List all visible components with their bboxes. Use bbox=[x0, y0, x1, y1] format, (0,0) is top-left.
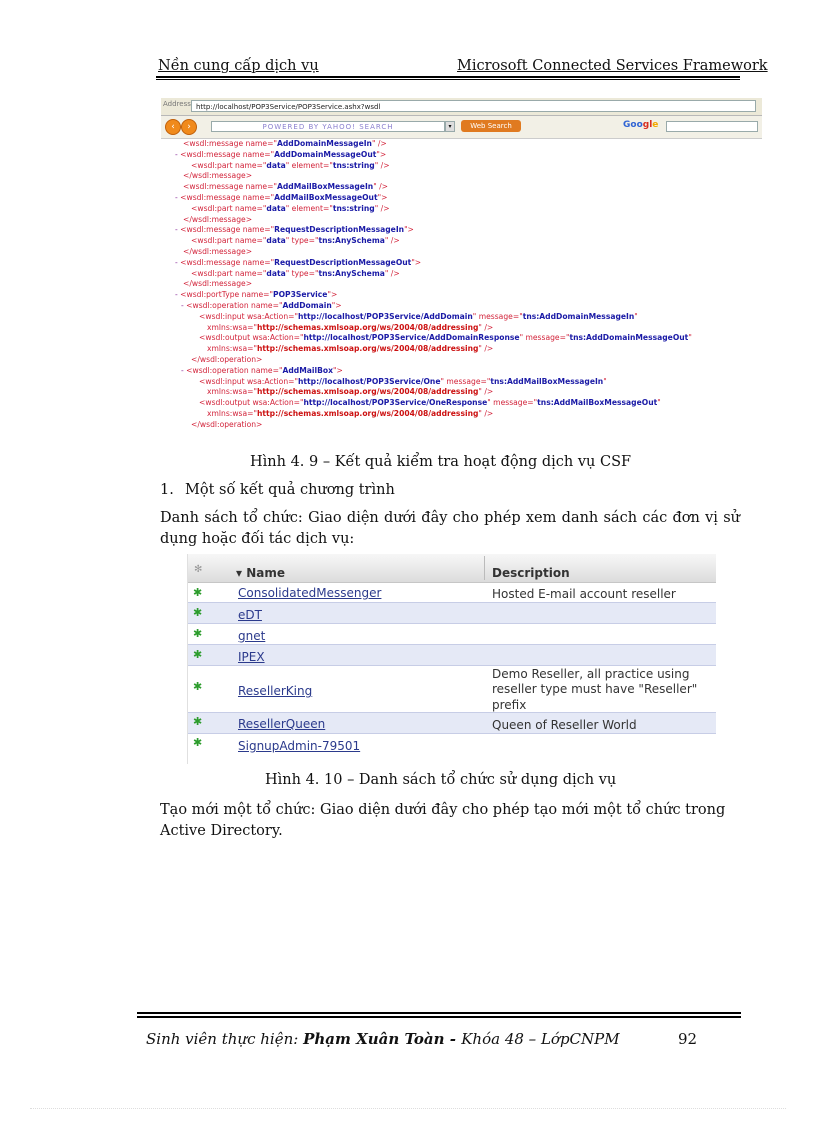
organization-icon: ✱ bbox=[193, 736, 203, 749]
column-header-description[interactable]: Description bbox=[492, 566, 570, 580]
xml-line: <wsdl:output wsa:Action="http://localhost/POP3Service/OneResponse" message="tns:AddMailBoxMessageOut" bbox=[199, 398, 661, 408]
xml-line: </wsdl:message> bbox=[183, 214, 253, 224]
xml-line: </wsdl:operation> bbox=[191, 419, 263, 429]
organization-icon: ✱ bbox=[193, 586, 203, 599]
address-input[interactable]: http://localhost/POP3Service/POP3Service.ashx?wsdl bbox=[191, 100, 756, 112]
xml-line: - <wsdl:portType name="POP3Service"> bbox=[175, 290, 338, 300]
header-rule bbox=[156, 76, 740, 78]
section-title: Một số kết quả chương trình bbox=[185, 482, 395, 498]
footer-author-name: Phạm Xuân Toàn - bbox=[303, 1030, 462, 1048]
org-column-icon: ✻ bbox=[194, 564, 203, 575]
organization-description: Demo Reseller, all practice using bbox=[492, 667, 690, 681]
xml-line: </wsdl:operation> bbox=[191, 355, 263, 364]
column-header-name[interactable]: ▾ Name bbox=[236, 566, 285, 580]
table-row bbox=[188, 712, 716, 734]
xml-line: <wsdl:part name="data" element="tns:string" /> bbox=[191, 160, 390, 170]
organization-link[interactable]: eDT bbox=[238, 608, 262, 622]
organization-link[interactable]: ConsolidatedMessenger bbox=[238, 586, 382, 600]
organization-icon: ✱ bbox=[193, 715, 203, 728]
organization-description: reseller type must have "Reseller" bbox=[492, 682, 698, 696]
xml-line: <wsdl:input wsa:Action="http://localhost/POP3Service/One" message="tns:AddMailBoxMessageIn" bbox=[199, 376, 607, 386]
table-row bbox=[188, 582, 716, 602]
xml-line: - <wsdl:message name="AddMailBoxMessageOut"> bbox=[175, 193, 388, 202]
xml-line: </wsdl:message> bbox=[183, 171, 253, 181]
header-rule-thin bbox=[156, 79, 740, 80]
organization-link[interactable]: IPEX bbox=[238, 650, 265, 664]
table-row bbox=[188, 624, 716, 644]
google-logo: Google bbox=[623, 120, 659, 130]
section-number: 1. bbox=[160, 482, 174, 498]
xml-line: xmlns:wsa="http://schemas.xmlsoap.org/ws/2004/08/addressing" /> bbox=[207, 344, 494, 354]
figure-caption-4-9: Hình 4. 9 – Kết quả kiểm tra hoạt động dịch vụ CSF bbox=[250, 454, 632, 470]
wsdl-browser-screenshot bbox=[161, 98, 762, 444]
sort-desc-icon: ▾ bbox=[236, 566, 247, 580]
organization-icon: ✱ bbox=[193, 627, 203, 640]
xml-line: <wsdl:input wsa:Action="http://localhost/POP3Service/AddDomain" message="tns:AddDomainMessageIn" bbox=[199, 311, 638, 321]
address-label: Address bbox=[163, 100, 191, 108]
xml-line: <wsdl:part name="data" type="tns:AnySchema" /> bbox=[191, 268, 400, 278]
header-left-title: Nền cung cấp dịch vụ bbox=[158, 58, 319, 74]
xml-line: </wsdl:message> bbox=[183, 247, 253, 256]
page-number: 92 bbox=[678, 1030, 698, 1048]
back-icon[interactable]: ‹ bbox=[165, 119, 181, 135]
footer-author-line: Sinh viên thực hiện: Phạm Xuân Toàn - Khóa 48 – LớpCNPM bbox=[146, 1030, 620, 1048]
xml-line: </wsdl:message> bbox=[183, 279, 253, 289]
search-dropdown-icon[interactable]: ▾ bbox=[445, 121, 455, 132]
page-edge-divider bbox=[30, 1108, 786, 1110]
column-separator bbox=[484, 556, 485, 580]
address-bar bbox=[161, 98, 762, 116]
table-row bbox=[188, 666, 716, 716]
paragraph-line: Danh sách tổ chức: Giao diện dưới đây cho phép xem danh sách các đơn vị sử bbox=[160, 510, 740, 526]
google-search-input[interactable] bbox=[666, 121, 758, 132]
browser-toolbar bbox=[161, 116, 762, 139]
organization-description: prefix bbox=[492, 698, 527, 712]
organization-icon: ✱ bbox=[193, 648, 203, 661]
organization-link[interactable]: gnet bbox=[238, 629, 266, 643]
organization-icon: ✱ bbox=[193, 680, 203, 693]
xml-line: - <wsdl:message name="RequestDescriptionMessageOut"> bbox=[175, 257, 422, 267]
organization-description: Queen of Reseller World bbox=[492, 718, 637, 732]
footer-rule bbox=[137, 1012, 741, 1014]
paragraph-line: Active Directory. bbox=[160, 823, 283, 839]
table-header bbox=[188, 554, 716, 583]
xml-line: <wsdl:message name="AddMailBoxMessageIn" /> bbox=[183, 182, 389, 192]
organization-table bbox=[187, 554, 716, 764]
figure-caption-4-10: Hình 4. 10 – Danh sách tổ chức sử dụng dịch vụ bbox=[265, 772, 617, 788]
xml-line: - <wsdl:operation name="AddDomain"> bbox=[181, 301, 342, 310]
xml-line: xmlns:wsa="http://schemas.xmlsoap.org/ws/2004/08/addressing" /> bbox=[207, 409, 494, 418]
yahoo-search-input[interactable]: POWERED BY YAHOO! SEARCH bbox=[211, 121, 445, 132]
paragraph-line: dụng hoặc đối tác dịch vụ: bbox=[160, 531, 355, 547]
forward-icon[interactable]: › bbox=[181, 119, 197, 135]
xml-line: <wsdl:output wsa:Action="http://localhost/POP3Service/AddDomainResponse" message="tns:AddDomainMessageOut" bbox=[199, 333, 692, 343]
xml-line: <wsdl:part name="data" element="tns:string" /> bbox=[191, 203, 390, 213]
xml-line: <wsdl:message name="AddDomainMessageIn" /> bbox=[183, 139, 387, 148]
table-row bbox=[188, 602, 716, 624]
footer-rule-second bbox=[137, 1016, 741, 1018]
paragraph-line: Tạo mới một tổ chức: Giao diện dưới đây cho phép tạo mới một tổ chức trong bbox=[160, 802, 726, 818]
xml-line: - <wsdl:message name="AddDomainMessageOut"> bbox=[175, 149, 387, 159]
xml-line: - <wsdl:operation name="AddMailBox"> bbox=[181, 365, 343, 375]
xml-line: <wsdl:part name="data" type="tns:AnySchema" /> bbox=[191, 236, 400, 246]
header-right-title: Microsoft Connected Services Framework bbox=[457, 58, 768, 74]
xml-line: xmlns:wsa="http://schemas.xmlsoap.org/ws/2004/08/addressing" /> bbox=[207, 387, 494, 397]
organization-link[interactable]: ResellerKing bbox=[238, 684, 313, 698]
organization-icon: ✱ bbox=[193, 606, 203, 619]
organization-link[interactable]: SignupAdmin-79501 bbox=[238, 739, 361, 753]
xml-line: - <wsdl:message name="RequestDescriptionMessageIn"> bbox=[175, 225, 414, 235]
organization-link[interactable]: ResellerQueen bbox=[238, 717, 326, 731]
table-row bbox=[188, 734, 716, 756]
xml-line: xmlns:wsa="http://schemas.xmlsoap.org/ws/2004/08/addressing" /> bbox=[207, 322, 494, 332]
organization-description: Hosted E-mail account reseller bbox=[492, 587, 676, 601]
web-search-button[interactable]: Web Search bbox=[461, 120, 521, 132]
table-row bbox=[188, 644, 716, 666]
